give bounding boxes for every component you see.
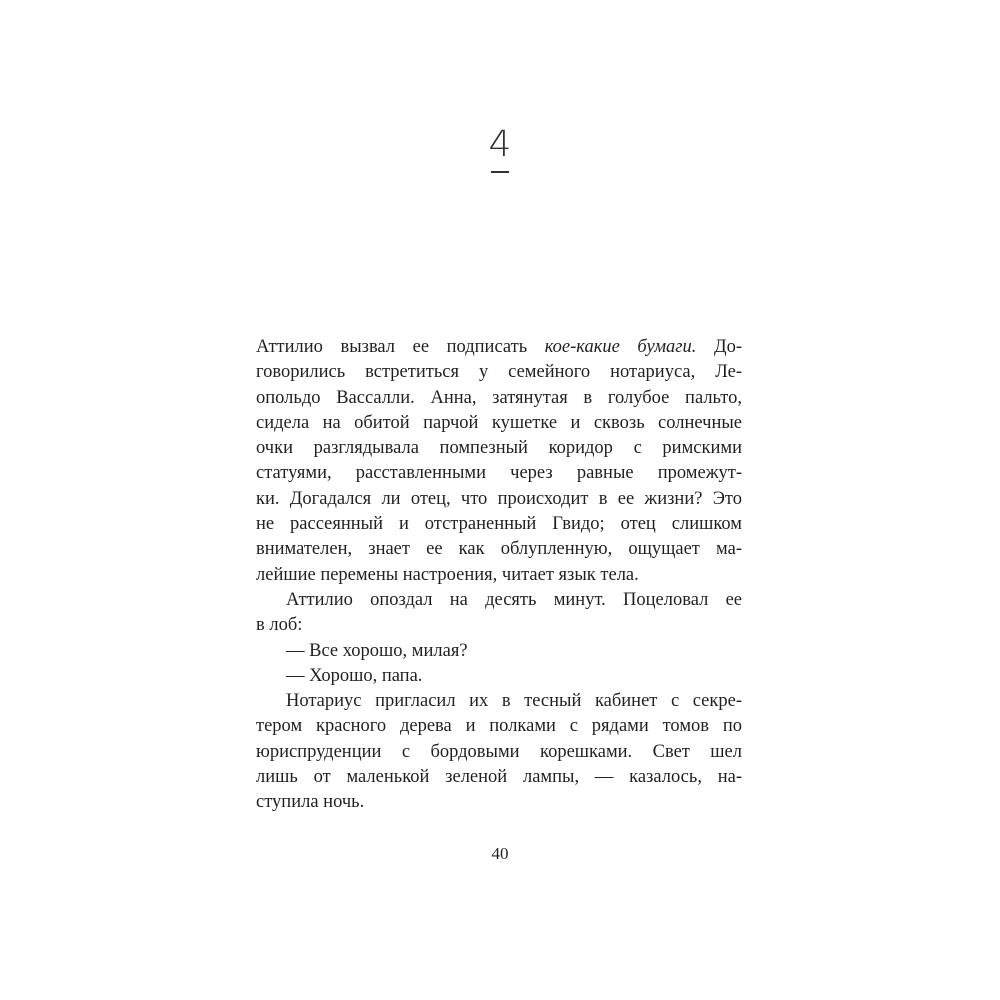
- text-line: говорились встретиться у семейного нотариуса, Ле-: [256, 362, 742, 383]
- body-text: [256, 335, 742, 816]
- page-number: 40: [491, 844, 509, 863]
- text-span: Аттилио вызвал ее подписать: [256, 337, 545, 357]
- chapter-divider: [491, 171, 509, 173]
- text-line: опольдо Вассалли. Анна, затянутая в голубое пальто,: [256, 387, 742, 408]
- text-line: Аттилио опоздал на десять минут. Поцеловал ее: [286, 589, 742, 610]
- text-line: статуями, расставленными через равные промежут-: [256, 463, 742, 484]
- text-line: очки разглядывала помпезный коридор с римскими: [256, 438, 742, 459]
- text-line: Нотариус пригласил их в тесный кабинет с секре-: [286, 691, 742, 712]
- text-line: в лоб:: [256, 615, 303, 636]
- text-line: сидела на обитой парчой кушетке и сквозь солнечные: [256, 412, 742, 433]
- text-line: [256, 335, 742, 360]
- text-line: не рассеянный и отстраненный Гвидо; отец слишком: [256, 514, 742, 535]
- text-span: До-: [696, 337, 742, 357]
- text-line: лейшие перемены настроения, читает язык тела.: [256, 564, 639, 585]
- dialog-line: — Хорошо, папа.: [286, 665, 423, 686]
- text-line: юриспруденции с бордовыми корешками. Свет шел: [256, 741, 742, 762]
- text-line: ступила ночь.: [256, 792, 365, 813]
- text-line: внимателен, знает ее как облупленную, ощущает ма-: [256, 539, 742, 560]
- chapter-number: 4: [488, 124, 512, 165]
- italic-phrase: кое-какие бумаги.: [544, 337, 697, 357]
- text-line: тером красного дерева и полками с рядами томов по: [256, 716, 742, 737]
- text-line: ки. Догадался ли отец, что происходит в ее жизни? Это: [256, 488, 742, 509]
- dialog-line: — Все хорошо, милая?: [286, 640, 468, 661]
- text-line: лишь от маленькой зеленой лампы, — казалось, на-: [256, 767, 742, 788]
